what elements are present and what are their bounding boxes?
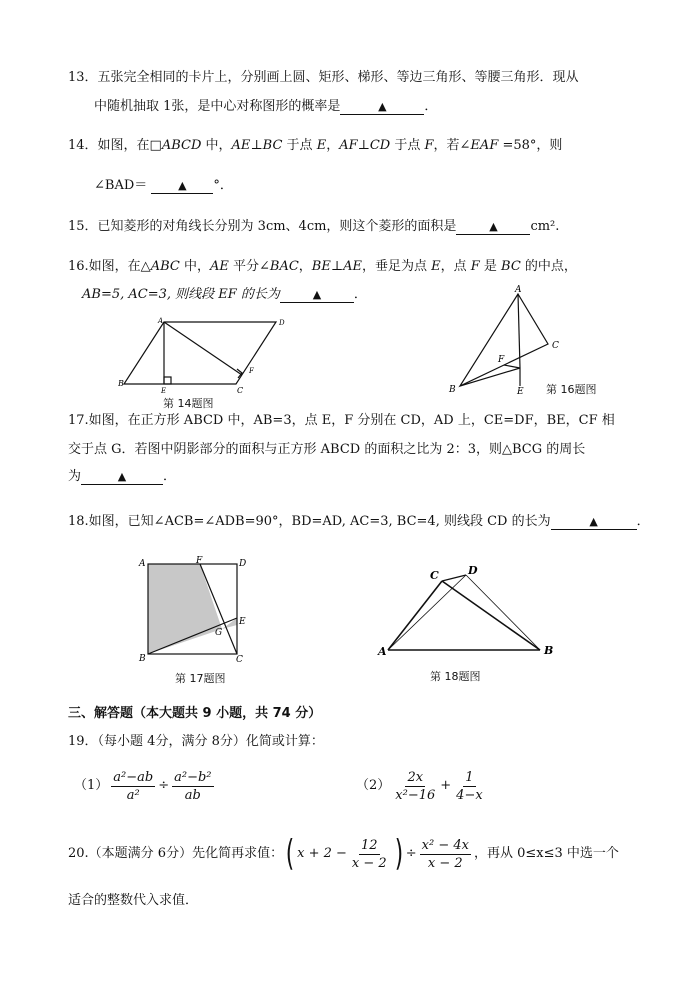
label-e: E [161, 387, 167, 394]
plus-sign: + [440, 778, 452, 793]
fraction-3-num: 2x [407, 769, 424, 785]
q20-x-expr: x + 2 − [297, 846, 347, 861]
q14-t4: ，若∠ [433, 138, 471, 153]
label-b: B [544, 644, 554, 657]
q16-t8: 的中点， [520, 259, 577, 274]
q15-text: 15．已知菱形的对角线长分别为 3cm、4cm，则这个菱形的面积是 [68, 219, 457, 234]
label-f: F [196, 556, 203, 566]
q13-line1: 13．五张完全相同的卡片上，分别画上圆、矩形、梯形、等边三角形、等腰三角形．现从 [68, 70, 579, 85]
triangle-icon: ▲ [589, 515, 598, 528]
answer-blank-14[interactable] [151, 179, 213, 194]
q20-post: ，再从 0≤x≤3 中选一个 [473, 846, 619, 861]
q14-t5: =58°，则 [498, 138, 563, 153]
q16-bc: BC [501, 259, 521, 274]
q14-line2-pre: ∠BAD＝ [94, 178, 148, 193]
fraction-6 [420, 838, 471, 871]
q15-line [68, 219, 559, 235]
label-c: C [430, 569, 439, 582]
label-g: G [215, 628, 223, 638]
q14-degree: °． [213, 178, 233, 193]
section-3-heading: 三、解答题（本大题共 9 小题，共 74 分） [68, 706, 322, 721]
q16-t3: ， [298, 259, 312, 274]
q19-part2 [356, 766, 488, 806]
segment-ae [518, 294, 520, 368]
answer-blank-18[interactable] [551, 515, 637, 530]
q16-t1: 中， [179, 259, 210, 274]
q19-part1-label: （1） [74, 778, 109, 793]
q14-t1: 中， [201, 138, 232, 153]
label-b: B [449, 385, 456, 395]
figure-14 [118, 314, 298, 394]
figure-14-caption: 第 14题图 [163, 397, 214, 410]
fraction-3 [393, 770, 437, 803]
right-paren: ) [394, 833, 403, 874]
q17-line1: 17.如图，在正方形 ABCD 中，AB=3，点 E，F 分别在 CD，AD 上，CE=DF，BE，CF 相 [68, 413, 615, 428]
figure-18-caption: 第 18题图 [430, 670, 481, 683]
q16-end: ． [353, 287, 367, 302]
q16-abc: ABC [150, 259, 180, 274]
q17-line3 [68, 469, 176, 485]
q20-line1 [68, 832, 619, 876]
triangle-icon: ▲ [178, 179, 187, 192]
fraction-5-den: x − 2 [351, 855, 387, 871]
label-c: C [237, 386, 244, 394]
segment-fe [504, 365, 520, 368]
fraction-2 [172, 770, 213, 803]
shaded-region [148, 564, 222, 654]
triangle-icon: ▲ [378, 100, 387, 113]
answer-blank-13[interactable] [340, 100, 424, 115]
figure-16-caption: 第 16题图 [546, 383, 597, 396]
label-c: C [552, 341, 559, 351]
q20-line2: 适合的整数代入求值． [68, 893, 199, 908]
label-a: A [515, 285, 522, 295]
fraction-1-den: a² [126, 787, 140, 803]
q19-line: 19．（每小题 4分，满分 8分）化简或计算： [68, 734, 324, 749]
label-e: E [239, 617, 246, 627]
q16-t4: ⊥ [330, 259, 344, 274]
fraction-4-den: 4−x [456, 787, 483, 803]
q16-ae: AE [209, 259, 229, 274]
left-paren: ( [285, 833, 295, 874]
segment-ac [388, 581, 442, 650]
fraction-2-den: ab [184, 787, 201, 803]
q13-end: ． [424, 99, 438, 114]
label-c: C [236, 655, 243, 665]
fraction-1-num: a²−ab [113, 769, 154, 785]
fraction-4-num: 1 [465, 769, 474, 785]
fraction-5-num: 12 [361, 837, 378, 853]
q14-e: E [316, 138, 327, 153]
q17-line2: 交于点 G．若图中阴影部分的面积与正方形 ABCD 的面积之比为 2：3，则△BCG 的周长 [68, 442, 586, 457]
q16-line2-text: AB=5, AC=3, 则线段 EF 的长为 [82, 287, 280, 302]
label-d: D [279, 319, 285, 327]
q16-e: E [431, 259, 441, 274]
figure-18 [372, 560, 562, 660]
q14-af: AF [339, 138, 358, 153]
parallelogram-symbol: □ [149, 138, 162, 153]
q14-eaf: EAF [470, 138, 499, 153]
q17-end: ． [163, 469, 177, 484]
fraction-3-den: x²−16 [395, 787, 436, 803]
q16-ae2: AE [343, 259, 362, 274]
segment-af [164, 322, 242, 375]
q17-line3-pre: 为 [68, 469, 82, 484]
answer-blank-16[interactable] [280, 288, 354, 303]
q19-part2-label: （2） [356, 778, 391, 793]
q14-cd: CD [369, 138, 391, 153]
label-b: B [139, 654, 146, 664]
q14-f: F [424, 138, 434, 153]
label-a: A [139, 559, 146, 569]
q16-f: F [470, 259, 480, 274]
segment-ad [388, 575, 466, 650]
triangle-icon: ▲ [312, 288, 322, 301]
fraction-6-den: x − 2 [427, 855, 463, 871]
label-a: A [378, 645, 387, 658]
q16-bac: BAC [269, 259, 299, 274]
triangle-icon: ▲ [489, 220, 498, 233]
fraction-5 [350, 838, 389, 871]
q16-t7: 是 [479, 259, 502, 274]
answer-blank-15[interactable] [456, 220, 530, 235]
divide-sign-2: ÷ [405, 846, 417, 861]
q13-line2 [94, 99, 437, 115]
figure-17-caption: 第 17题图 [175, 672, 226, 685]
label-f: F [498, 355, 505, 365]
q14-pre: 14．如图，在 [68, 138, 150, 153]
q20-pre: 20.（本题满分 6分）先化简再求值： [68, 846, 284, 861]
fraction-4 [454, 770, 485, 803]
q14-perp1: ⊥ [250, 138, 263, 153]
segment-db [466, 575, 540, 650]
q14-abcd: ABCD [161, 138, 202, 153]
q14-ae: AE [231, 138, 251, 153]
label-e: E [517, 387, 524, 397]
q16-t5: ，垂足为点 [361, 259, 432, 274]
q14-sep: ， [326, 138, 340, 153]
q16-t2: 平分∠ [228, 259, 270, 274]
answer-blank-17[interactable] [81, 470, 163, 485]
fraction-6-num: x² − 4x [421, 837, 469, 853]
q14-t3: 于点 [390, 138, 425, 153]
q16-t6: ，点 [440, 259, 471, 274]
q16-line2 [82, 287, 367, 303]
q16-line1 [68, 259, 577, 275]
fraction-1 [111, 770, 155, 803]
fraction-2-num: a²−b² [174, 769, 212, 785]
segment-cb [442, 581, 540, 650]
label-d: D [239, 559, 247, 569]
right-angle-e [164, 377, 171, 384]
q18-end: ． [636, 514, 650, 529]
q13-text: 中随机抽取 1张，是中心对称图形的概率是 [94, 99, 341, 114]
q14-line1 [68, 138, 562, 154]
label-d: D [468, 564, 478, 577]
label-b: B [118, 379, 124, 388]
divide-sign: ÷ [158, 778, 170, 793]
q19-part1 [74, 766, 217, 806]
q16-pre: 16.如图，在△ [68, 259, 151, 274]
q14-perp2: ⊥ [357, 138, 370, 153]
label-f: F [249, 367, 254, 375]
q15-unit: cm². [530, 219, 560, 234]
q16-be: BE [311, 259, 331, 274]
q18-text: 18.如图，已知∠ACB=∠ADB=90°，BD=AD, AC=3, BC=4, 则线段 CD 的长为 [68, 514, 551, 529]
q14-bc: BC [262, 138, 283, 153]
q18-line [68, 514, 650, 530]
figure-17 [136, 555, 252, 667]
q14-t2: 于点 [282, 138, 317, 153]
label-a: A [158, 317, 164, 325]
triangle-icon: ▲ [117, 470, 127, 483]
q14-line2 [94, 178, 233, 194]
